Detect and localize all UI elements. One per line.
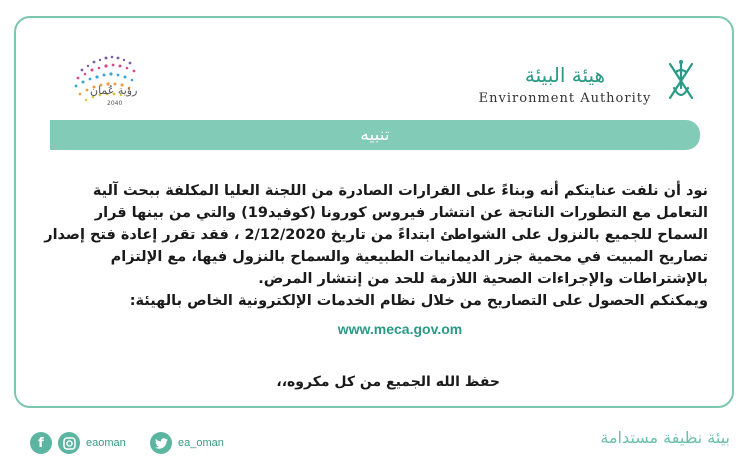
notice-body <box>40 180 708 312</box>
twitter-handle[interactable]: ea_oman <box>178 437 224 449</box>
closing-line: حفظ الله الجميع من كل مكروه،، <box>276 374 500 390</box>
footer-slogan: بيئة نظيفة مستدامة <box>600 428 730 447</box>
authority-name-arabic: هيئة البيئة <box>524 63 606 87</box>
permits-line: ويمكنكم الحصول على التصاريح من خلال نظام الخدمات الإلكترونية الخاص بالهيئة: <box>129 293 708 309</box>
twitter-icon[interactable] <box>150 432 172 454</box>
social-links <box>30 430 126 456</box>
vision-logo-year: 2040 <box>107 100 123 107</box>
notice-title: تنبيه <box>360 125 390 145</box>
instagram-icon[interactable] <box>58 432 80 454</box>
notice-paragraph: نود أن نلفت عنايتكم أنه وبناءً على القرارات الصادرة من اللجنة العليا المكلفة ببحث آلية التعامل مع التطورات الناتجة عن انتشار فيروس كورونا (كوفيد19) والتي من بينها قرار السماح للجميع بالنزول على الشواطئ ابتداءً من تاريخ 2/12/2020 ، فقد تقرر إعادة فتح إصدار تصاريح المبيت في محمية جزر الديمانيات الطبيعية والسماح بالنزول فيها، مع الإلتزام بالإشتراطات والإجراءات الصحية اللازمة للحد من إنتشار المرض. <box>44 183 708 287</box>
authority-name-english: Environment Authority <box>478 91 652 106</box>
vision-logo-text: رؤية عُمان <box>90 84 138 97</box>
facebook-icon[interactable]: f <box>30 432 52 454</box>
oman-emblem-icon <box>664 58 698 104</box>
twitter-link <box>150 430 224 456</box>
website-link[interactable]: www.meca.gov.om <box>337 321 463 337</box>
notice-banner <box>50 120 700 150</box>
instagram-handle[interactable]: eaoman <box>86 437 126 449</box>
